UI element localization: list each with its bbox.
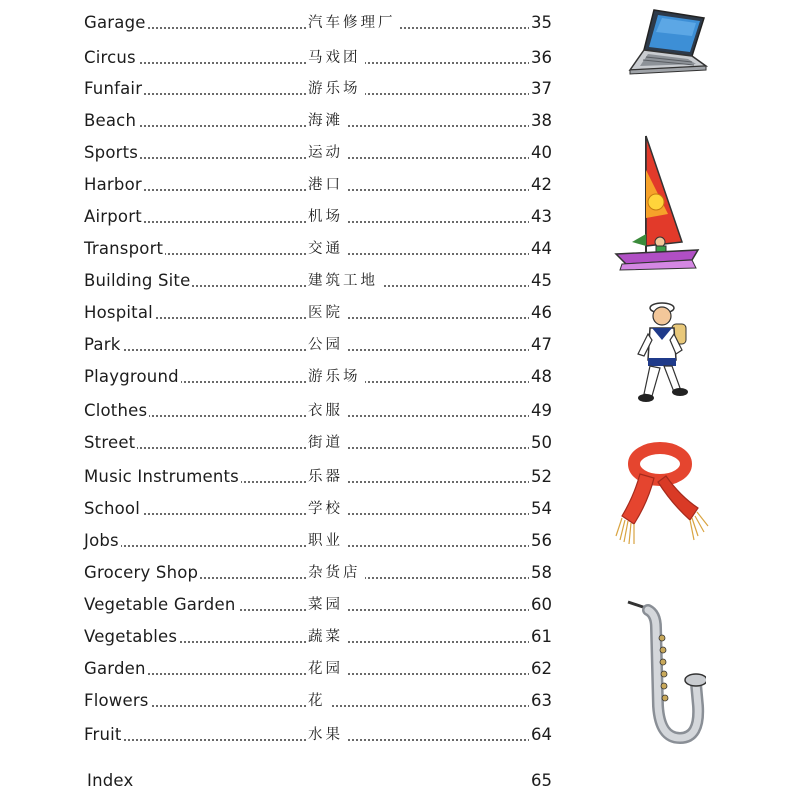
toc-title-chinese: 学校: [306, 499, 347, 519]
toc-title-chinese: 汽车修理厂: [306, 13, 400, 33]
toc-title-english: Playground: [84, 367, 179, 386]
toc-row: [84, 10, 552, 36]
toc-row: [84, 364, 552, 390]
toc-title-chinese: 菜园: [306, 595, 347, 615]
toc-page-number: 38: [531, 111, 552, 130]
toc-page-number: 35: [531, 13, 552, 32]
toc-title-english: Beach: [84, 111, 137, 130]
toc-title-english: Flowers: [84, 691, 149, 710]
toc-page-number: 56: [531, 531, 552, 550]
toc-title-english: Garden: [84, 659, 146, 678]
toc-title-english: School: [84, 499, 140, 518]
toc-title-english: Circus: [84, 48, 136, 67]
toc-page-number: 40: [531, 143, 552, 162]
toc-title-chinese: 港口: [306, 175, 347, 195]
toc-page-number: 37: [531, 79, 552, 98]
toc-title-chinese: 医院: [306, 303, 347, 323]
toc-page-number: 50: [531, 433, 552, 452]
toc-title-english: Grocery Shop: [84, 563, 199, 582]
toc-row: [84, 398, 552, 424]
toc-page-number: 58: [531, 563, 552, 582]
saxophone-illustration: [616, 594, 706, 754]
toc-row: [84, 624, 552, 650]
toc-title-english: Garage: [84, 13, 146, 32]
toc-title-chinese: 海滩: [306, 111, 347, 131]
toc-row: [84, 204, 552, 230]
toc-title-english: Street: [84, 433, 136, 452]
toc-title-english: Clothes: [84, 401, 148, 420]
toc-row: [84, 592, 552, 618]
toc-title-chinese: 马戏团: [306, 48, 365, 68]
toc-title-english: Transport: [84, 239, 164, 258]
toc-title-english: Park: [84, 335, 121, 354]
toc-page-number: 42: [531, 175, 552, 194]
toc-page-number: 45: [531, 271, 552, 290]
toc-row: [84, 528, 552, 554]
toc-title-chinese: 乐器: [306, 467, 347, 487]
toc-title-english: Vegetables: [84, 627, 178, 646]
toc-page-number: 63: [531, 691, 552, 710]
toc-title-chinese: 水果: [306, 725, 347, 745]
toc-title-chinese: 街道: [306, 433, 347, 453]
toc-page-number: 36: [531, 48, 552, 67]
toc-page-number: 60: [531, 595, 552, 614]
toc-row: [84, 45, 552, 71]
toc-row: [84, 332, 552, 358]
toc-title-chinese: 职业: [306, 531, 347, 551]
toc-title-chinese: 交通: [306, 239, 347, 259]
index-row: [87, 768, 555, 794]
toc-title-english: Airport: [84, 207, 142, 226]
toc-title-chinese: 建筑工地: [306, 271, 382, 291]
toc-row: [84, 268, 552, 294]
toc-page-number: 47: [531, 335, 552, 354]
toc-title-english: Jobs: [84, 531, 119, 550]
index-page-number: 65: [531, 771, 552, 790]
toc-title-chinese: 蔬菜: [306, 627, 347, 647]
toc-page-number: 44: [531, 239, 552, 258]
toc-row: [84, 688, 552, 714]
toc-title-chinese: 机场: [306, 207, 347, 227]
toc-row: [84, 656, 552, 682]
scarf-illustration: [610, 440, 712, 550]
toc-title-english: Harbor: [84, 175, 142, 194]
toc-row: [84, 560, 552, 586]
toc-title-english: Hospital: [84, 303, 153, 322]
toc-page-number: 52: [531, 467, 552, 486]
toc-title-chinese: 衣服: [306, 401, 347, 421]
toc-title-english: Vegetable Garden: [84, 595, 236, 614]
toc-page-number: 61: [531, 627, 552, 646]
toc-title-english: Funfair: [84, 79, 143, 98]
sailboat-illustration: [612, 130, 704, 272]
toc-page-number: 49: [531, 401, 552, 420]
toc-page-number: 54: [531, 499, 552, 518]
toc-title-english: Building Site: [84, 271, 191, 290]
toc-row: [84, 172, 552, 198]
toc-title-chinese: 花园: [306, 659, 347, 679]
toc-title-english: Music Instruments: [84, 467, 239, 486]
toc-row: [84, 722, 552, 748]
toc-title-chinese: 运动: [306, 143, 347, 163]
laptop-illustration: [616, 8, 708, 76]
toc-title-chinese: 杂货店: [306, 563, 365, 583]
toc-row: [84, 108, 552, 134]
sailor-illustration: [628, 298, 694, 408]
toc-row: [84, 140, 552, 166]
toc-row: [84, 76, 552, 102]
toc-row: [84, 236, 552, 262]
toc-title-chinese: 花: [306, 691, 330, 711]
index-label: Index: [87, 771, 134, 790]
toc-page-number: 48: [531, 367, 552, 386]
toc-page-number: 62: [531, 659, 552, 678]
toc-title-english: Sports: [84, 143, 139, 162]
toc-page-number: 46: [531, 303, 552, 322]
toc-row: [84, 430, 552, 456]
toc-title-chinese: 游乐场: [306, 79, 365, 99]
toc-row: [84, 300, 552, 326]
toc-page-number: 64: [531, 725, 552, 744]
toc-row: [84, 464, 552, 490]
toc-title-english: Fruit: [84, 725, 122, 744]
toc-title-chinese: 游乐场: [306, 367, 365, 387]
toc-title-chinese: 公园: [306, 335, 347, 355]
toc-page-number: 43: [531, 207, 552, 226]
toc-row: [84, 496, 552, 522]
